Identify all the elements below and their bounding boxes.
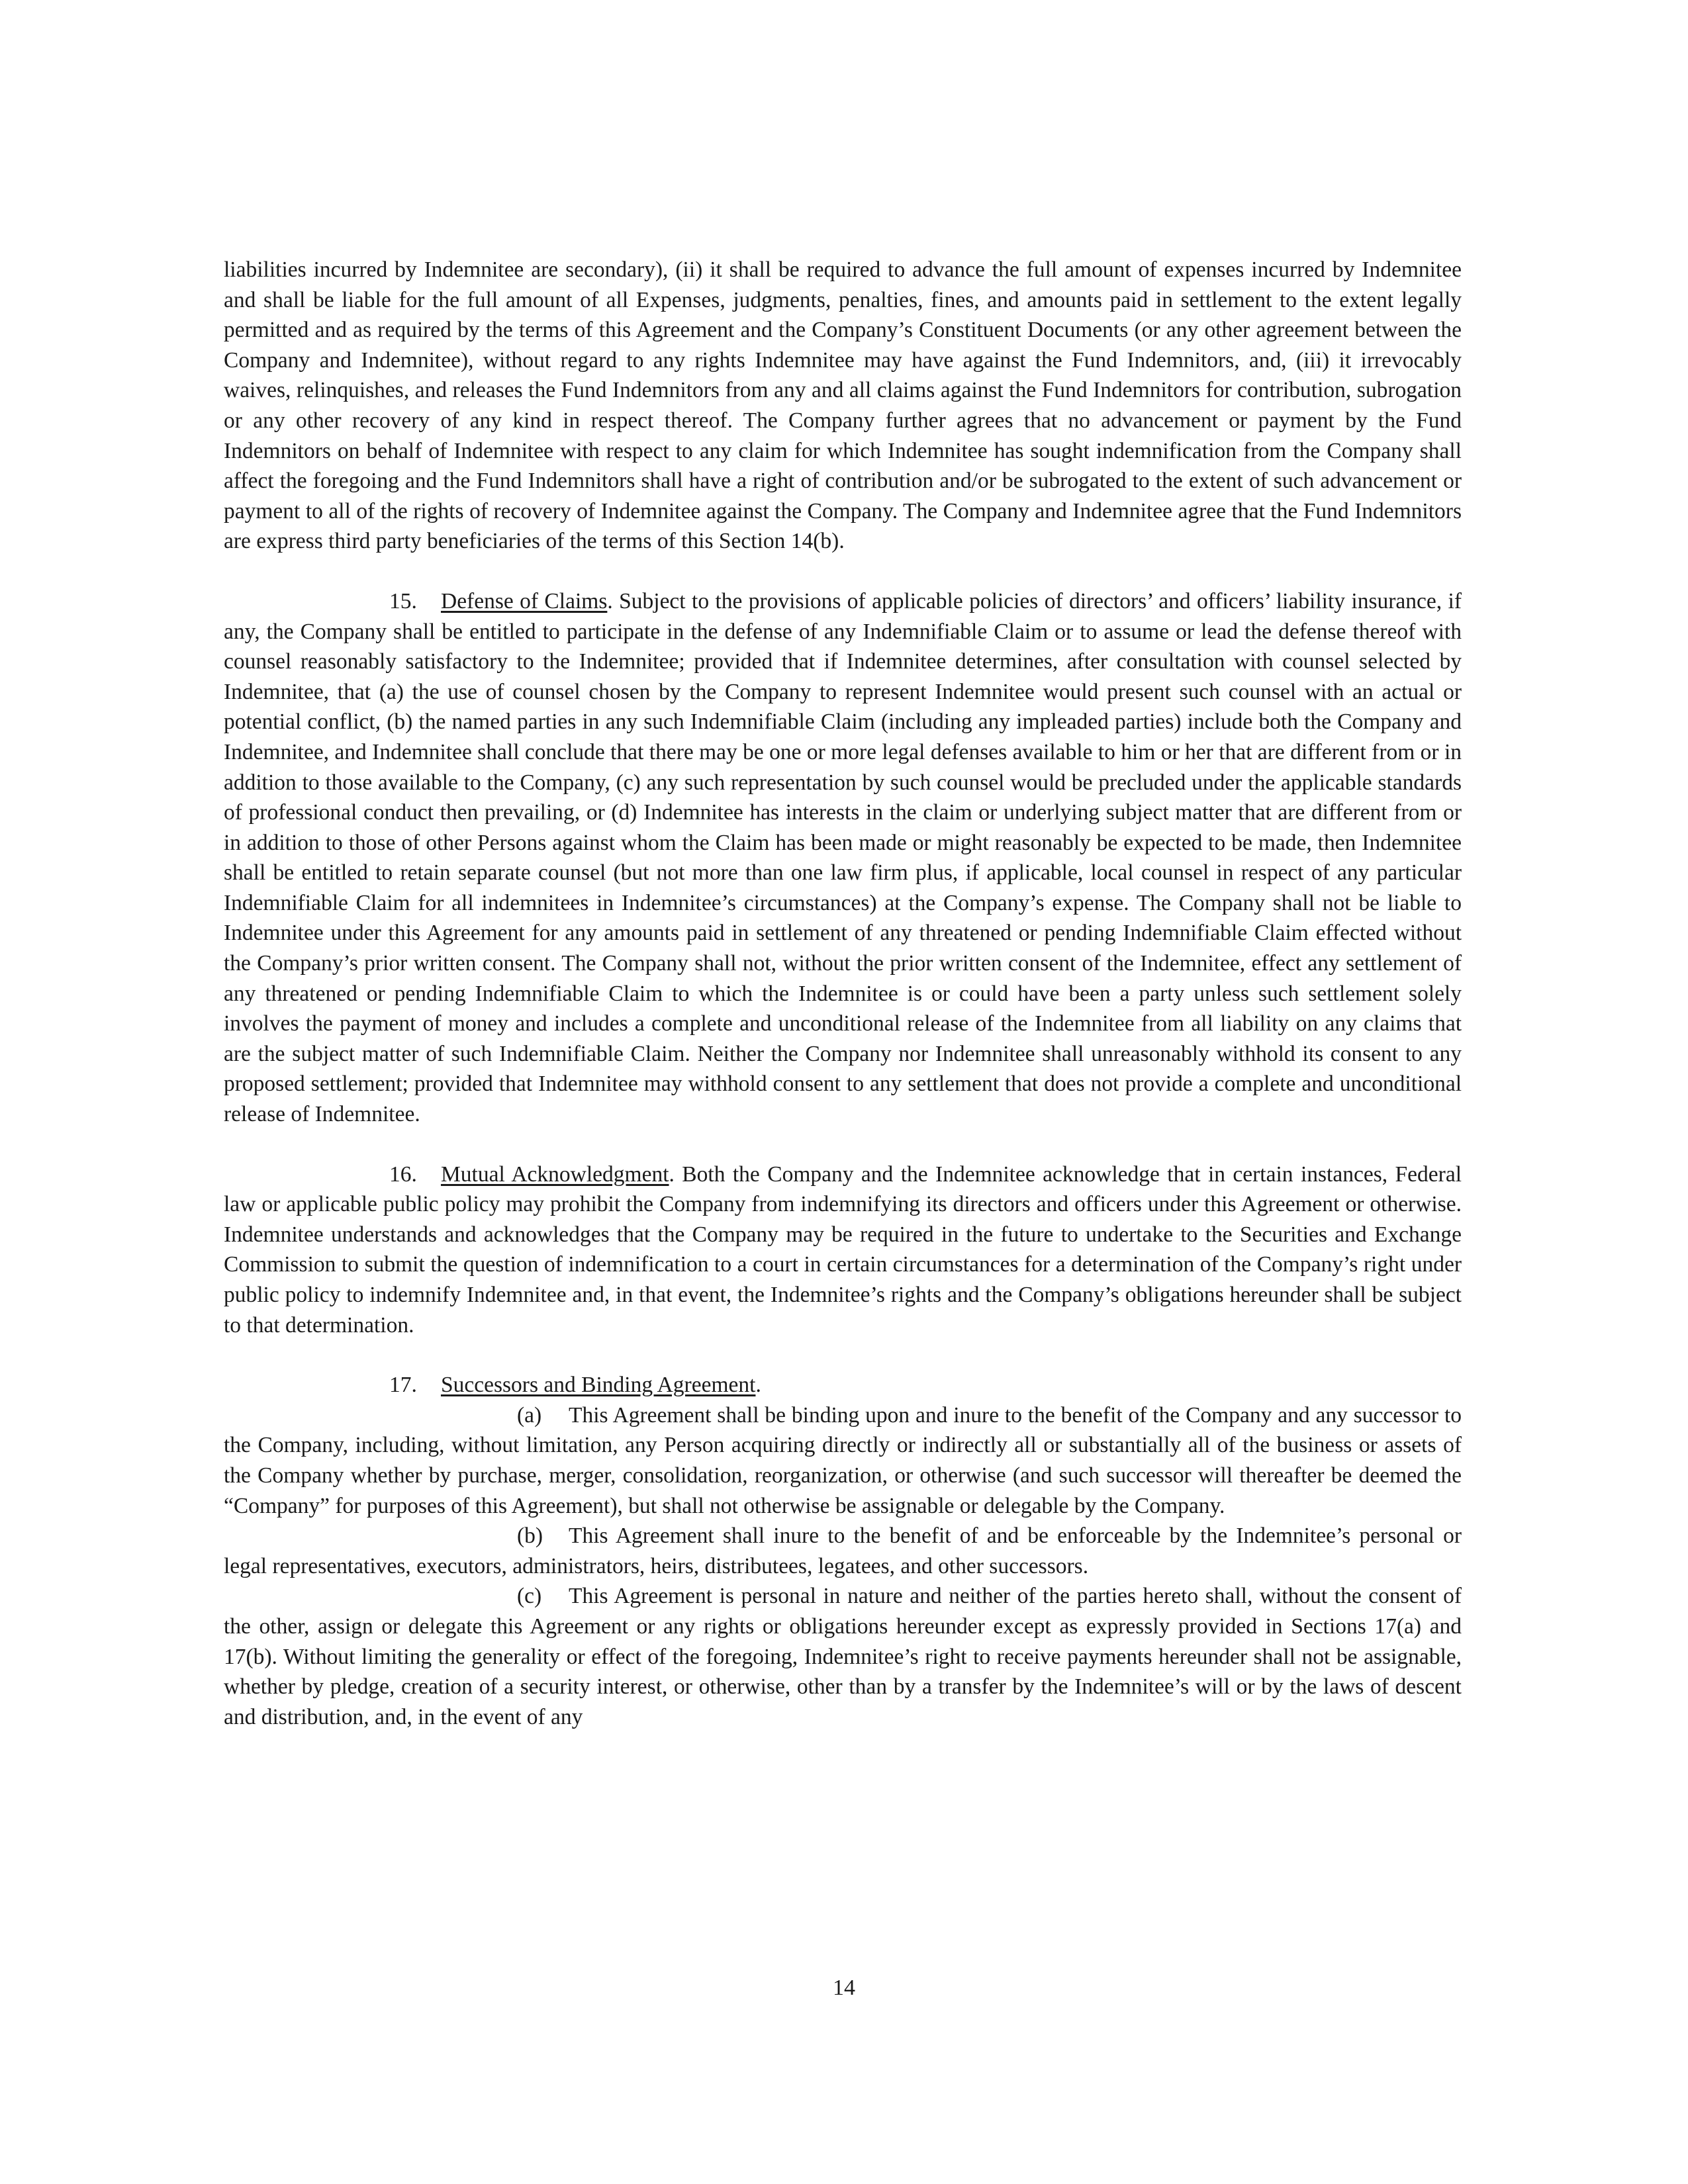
subsection-b	[224, 1521, 1462, 1581]
subsection-text: This Agreement shall be binding upon and inure to the benefit of the Company and any successor to the Company, including, without limitation, any Person acquiring directly or indirectly all or substantially all of the business or assets of the Company whether by purchase, merger, consolidation, reorganization, or otherwise (and such successor will thereafter be deemed the “Company” for purposes of this Agreement), but shall not otherwise be assignable or delegable by the Company.	[224, 1402, 1462, 1518]
section-heading: Successors and Binding Agreement	[441, 1373, 756, 1398]
subsection-label: (a)	[517, 1402, 542, 1428]
section-text: . Subject to the provisions of applicable policies of directors’ and officers’ liability insurance, if any, the Company shall be entitled to participate in the defense of any Indemnifiable Claim or to assume or lead the defense thereof with counsel reasonably satisfactory to the Indemnitee; provided that if Indemnitee determines, after consultation with counsel selected by Indemnitee, that (a) the use of counsel chosen by the Company to represent Indemnitee would present such counsel with an actual or potential conflict, (b) the named parties in any such Indemnifiable Claim (including any impleaded parties) include both the Company and Indemnitee, and Indemnitee shall conclude that there may be one or more legal defenses available to him or her that are different from or in addition to those available to the Company, (c) any such representation by such counsel would be precluded under the applicable standards of professional conduct then prevailing, or (d) Indemnitee has interests in the claim or underlying subject matter that are different from or in addition to those of other Persons against whom the Claim has been made or might reasonably be expected to be made, then Indemnitee shall be entitled to retain separate counsel (but not more than one law firm plus, if applicable, local counsel in respect of any particular Indemnifiable Claim for all indemnitees in Indemnitee’s circumstances) at the Company’s expense. The Company shall not be liable to Indemnitee under this Agreement for any amounts paid in settlement of any threatened or pending Indemnifiable Claim effected without the Company’s prior written consent. The Company shall not, without the prior written consent of the Indemnitee, effect any settlement of any threatened or pending Indemnifiable Claim to which the Indemnitee is or could have been a party unless such settlement solely involves the payment of money and includes a complete and unconditional release of the Indemnitee from all liability on any claims that are the subject matter of such Indemnifiable Claim. Neither the Company nor Indemnitee shall unreasonably withhold its consent to any proposed settlement; provided that Indemnitee may withhold consent to any settlement that does not provide a complete and unconditional release of Indemnitee.	[224, 588, 1462, 1127]
continuation-paragraph: liabilities incurred by Indemnitee are secondary), (ii) it shall be required to advance the full amount of expenses incurred by Indemnitee and shall be liable for the full amount of all Expenses, judgments, penalties, fines, and amounts paid in settlement to the extent legally permitted and as required by the terms of this Agreement and the Company’s Constituent Documents (or any other agreement between the Company and Indemnitee), without regard to any rights Indemnitee may have against the Fund Indemnitors, and, (iii) it irrevocably waives, relinquishes, and releases the Fund Indemnitors from any and all claims against the Fund Indemnitors for contribution, subrogation or any other recovery of any kind in respect thereof. The Company further agrees that no advancement or payment by the Fund Indemnitors on behalf of Indemnitee with respect to any claim for which Indemnitee has sought indemnification from the Company shall affect the foregoing and the Fund Indemnitors shall have a right of contribution and/or be subrogated to the extent of such advancement or payment to all of the rights of recovery of Indemnitee against the Company. The Company and Indemnitee agree that the Fund Indemnitors are express third party beneficiaries of the terms of this Section 14(b).	[224, 257, 1462, 554]
section-number: 17.	[389, 1373, 417, 1398]
subsection-label: (b)	[517, 1524, 543, 1549]
subsection-c	[224, 1581, 1462, 1732]
subsection-text: This Agreement shall inure to the benefit of and be enforceable by the Indemnitee’s personal or legal representatives, executors, administrators, heirs, distributees, legatees, and other successors.	[224, 1524, 1462, 1578]
document-body	[224, 255, 1462, 1732]
section-17	[224, 1370, 1462, 1400]
subsection-text: This Agreement is personal in nature and neither of the parties hereto shall, without the consent of the other, assign or delegate this Agreement or any rights or obligations hereunder except as expressly provided in Sections 17(a) and 17(b). Without limiting the generality or effect of the foregoing, Indemnitee’s right to receive payments hereunder shall not be assignable, whether by pledge, creation of a security interest, or otherwise, other than by a transfer by the Indemnitee’s will or by the laws of descent and distribution, and, in the event of any	[224, 1584, 1462, 1729]
section-text: .	[755, 1373, 761, 1398]
section-number: 16.	[389, 1161, 417, 1187]
section-number: 15.	[389, 588, 417, 614]
subsection-a	[224, 1400, 1462, 1521]
subsection-label: (c)	[517, 1584, 542, 1609]
section-16	[224, 1160, 1462, 1341]
section-15	[224, 586, 1462, 1130]
section-heading: Defense of Claims	[441, 588, 608, 614]
page-number: 14	[833, 1976, 855, 2000]
section-text: . Both the Company and the Indemnitee acknowledge that in certain instances, Federal law or applicable public policy may prohibit the Company from indemnifying its directors and officers under this Agreement or otherwise. Indemnitee understands and acknowledges that the Company may be required in the future to undertake to the Securities and Exchange Commission to submit the question of indemnification to a court in certain circumstances for a determination of the Company’s right under public policy to indemnify Indemnitee and, in that event, the Indemnitee’s rights and the Company’s obligations hereunder shall be subject to that determination.	[224, 1161, 1462, 1338]
section-heading: Mutual Acknowledgment	[441, 1161, 669, 1187]
